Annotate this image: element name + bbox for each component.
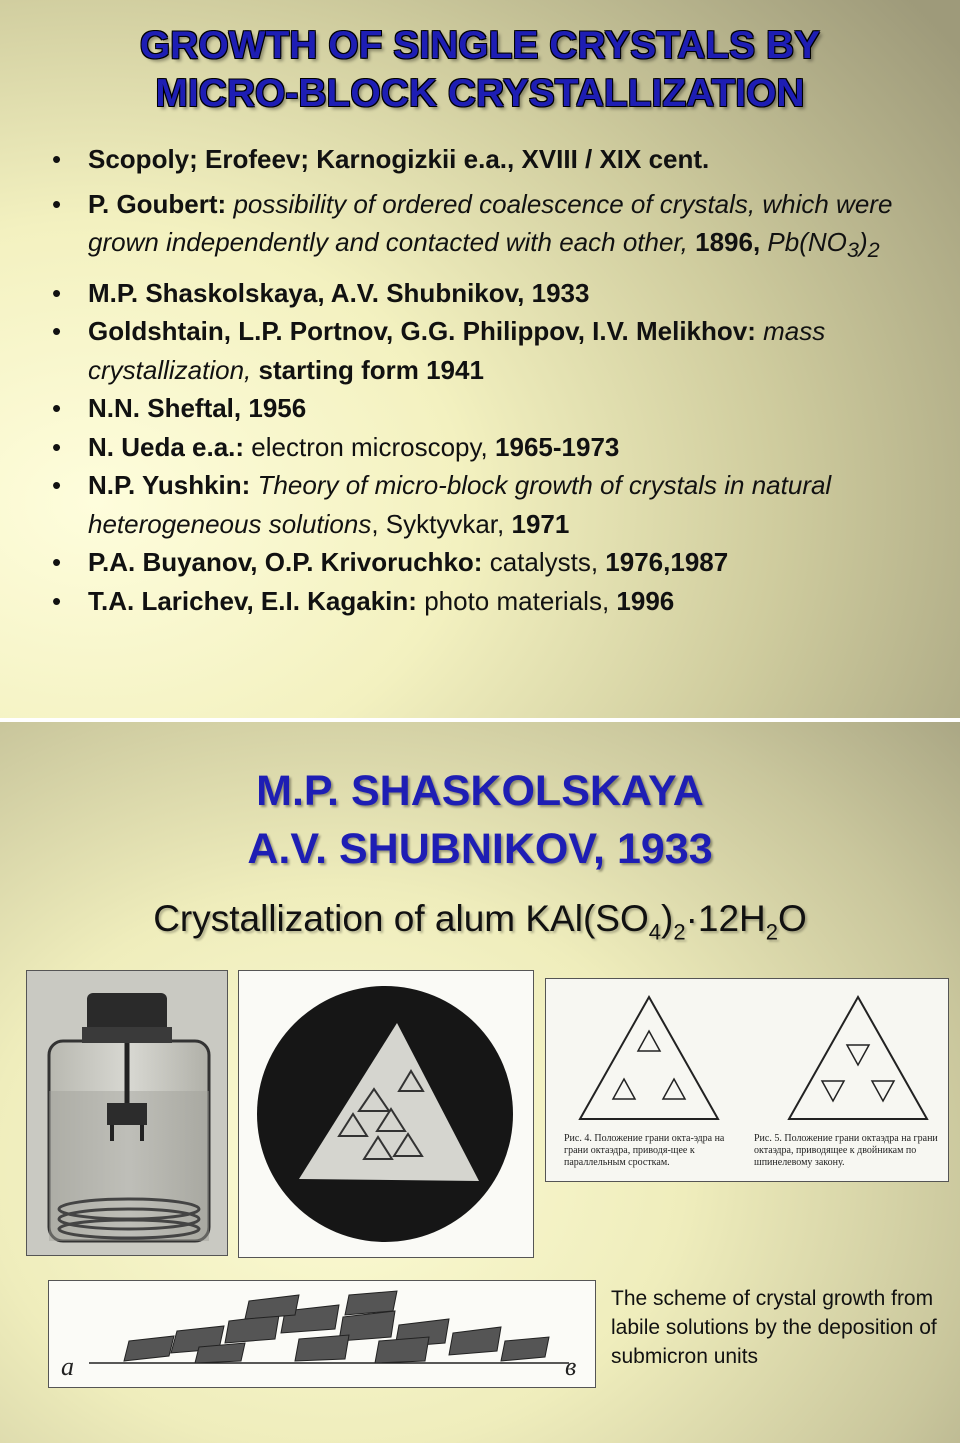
alum-crystallization-subtitle: Crystallization of alum $KAl(SO_4)_2\cdot 12H_2O$ xyxy=(153,898,807,945)
slide-growth-of-single-crystals xyxy=(0,0,960,718)
slide1-title-line2: MICRO-BLOCK CRYSTALLIZATION xyxy=(155,72,805,115)
fig4-caption: Рис. 4. Положение грани окта-эдра на грани октаэдра, приводя-щее к параллельным сросткам. xyxy=(564,1133,725,1168)
slide2-title-line2: A.V. SHUBNIKOV, 1933 xyxy=(247,825,713,873)
fig5-caption: Рис. 5. Положение грани октаэдра на грани октаэдра, приводящее к двойникам по шпинелевому закону. xyxy=(754,1133,938,1168)
list-item: • Goldshtain, L.P. Portnov, G.G. Philippov, I.V. Melikhov: mass crystallization, starting form 1941 xyxy=(52,312,947,389)
bullet-icon: • xyxy=(52,393,62,424)
scheme-caption: The scheme of crystal growth from labile solutions by the deposition of submicron units xyxy=(611,1287,937,1368)
bullet-icon: • xyxy=(52,431,62,462)
octahedron-diagrams xyxy=(546,979,948,1129)
scheme-label-a: a xyxy=(61,1352,74,1381)
jar-illustration xyxy=(27,971,227,1255)
slide2-title xyxy=(0,762,960,878)
bullet-icon: • xyxy=(52,144,62,174)
crystallization-jar-photo xyxy=(26,970,228,1256)
bullet-icon: • xyxy=(52,470,62,501)
slide2-title-line1: M.P. SHASKOLSKAYA xyxy=(256,767,704,815)
history-bullet-list xyxy=(52,140,947,620)
list-item: • M.P. Shaskolskaya, A.V. Shubnikov, 1933 xyxy=(52,274,947,313)
submicron-units-scheme xyxy=(49,1281,595,1387)
list-item: • N.P. Yushkin: Theory of micro-block growth of crystals in natural heterogeneous solutions, Syktyvkar, 1971 xyxy=(52,466,947,543)
list-item: • Scopoly; Erofeev; Karnogizkii e.a., XVIII / XIX cent. xyxy=(52,140,947,179)
list-item: • N.N. Sheftal, 1956 xyxy=(52,389,947,428)
slide1-title-line1: GROWTH OF SINGLE CRYSTALS BY xyxy=(139,24,821,67)
lead-nitrate-formula: $Pb(NO_3)_2$ xyxy=(767,227,880,263)
bullet-icon: • xyxy=(52,547,62,578)
bullet-icon: • xyxy=(52,316,62,347)
slide-shaskolskaya-shubnikov xyxy=(0,722,960,1443)
bullet-icon: • xyxy=(52,585,62,616)
list-item: • T.A. Larichev, E.I. Kagakin: photo materials, 1996 xyxy=(52,582,947,621)
list-item: • P. Goubert: possibility of ordered coalescence of crystals, which were grown independently and contacted with each other, 1896, $Pb(NO_3)_2$ xyxy=(52,185,947,270)
growth-scheme-figure xyxy=(48,1280,596,1388)
list-item: • N. Ueda e.a.: electron microscopy, 1965-1973 xyxy=(52,428,947,467)
scheme-label-b: в xyxy=(565,1352,577,1381)
alum-crystal-photo xyxy=(238,970,534,1258)
octahedron-figures xyxy=(545,978,949,1182)
bullet-icon: • xyxy=(52,188,62,219)
slide1-title xyxy=(0,22,960,118)
list-item: • P.A. Buyanov, O.P. Krivoruchko: catalysts, 1976,1987 xyxy=(52,543,947,582)
bullet-icon: • xyxy=(52,277,62,308)
crystal-illustration xyxy=(239,971,533,1257)
